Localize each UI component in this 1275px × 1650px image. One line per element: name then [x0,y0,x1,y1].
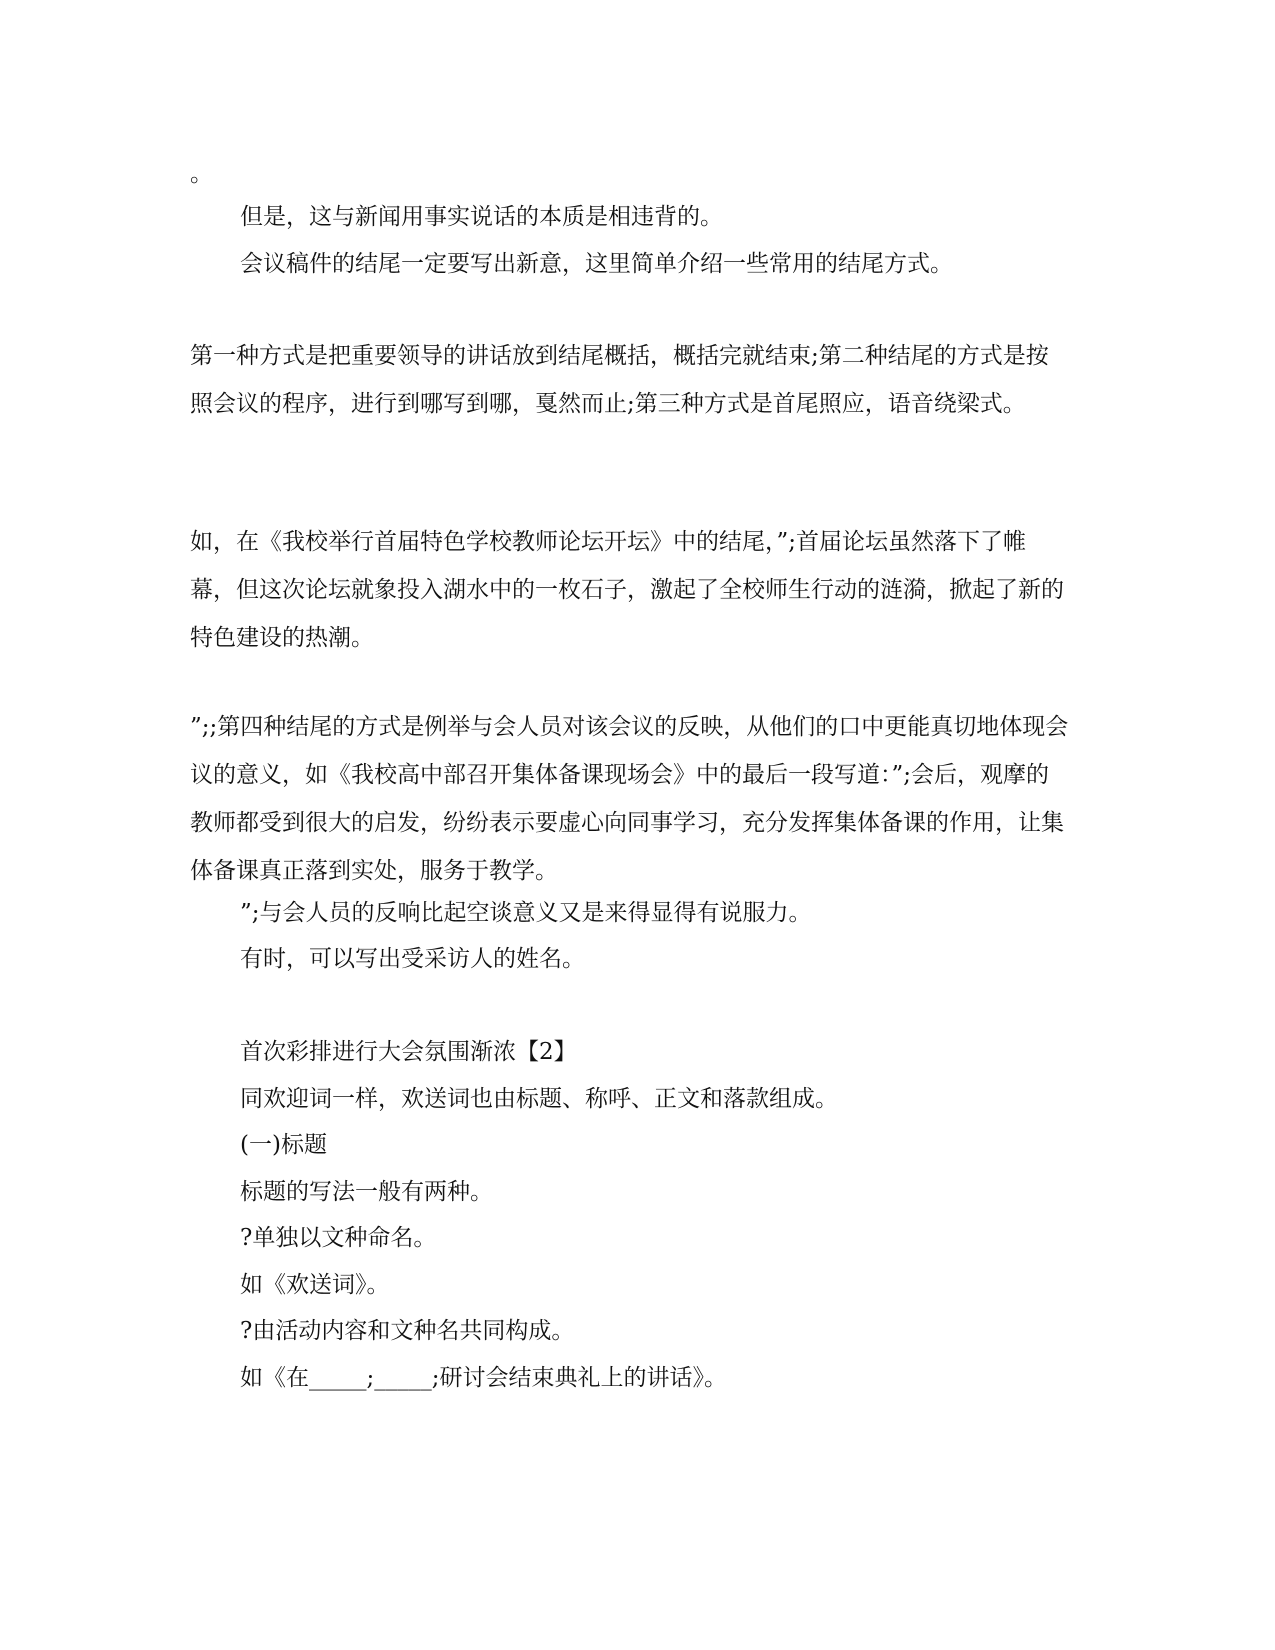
text-paragraph: 同欢迎词一样，欢送词也由标题、称呼、正文和落款组成。 [240,1086,838,1112]
text-paragraph: 。 [190,161,213,187]
text-paragraph: ?单独以文种命名。 [240,1225,437,1251]
text-paragraph: ”;;第四种结尾的方式是例举与会人员对该会议的反映，从他们的口中更能真切地体现会议的意义，如《我校高中部召开集体备课现场会》中的最后一段写道：”;会后，观摩的教师都受到很大的启发，纷纷表示要虚心向同事学习，充分发挥集体备课的作用，让集体备课真正落到实处，服务于教学。 [190,714,1069,884]
text-paragraph: 第一种方式是把重要领导的讲话放到结尾概括，概括完就结束;第二种结尾的方式是按照会议的程序，进行到哪写到哪，戛然而止;第三种方式是首尾照应，语音绕梁式。 [190,343,1049,417]
text-paragraph: 有时，可以写出受采访人的姓名。 [240,946,585,972]
subsection-heading: (一)标题 [240,1132,327,1158]
text-paragraph: 如，在《我校举行首届特色学校教师论坛开坛》中的结尾，”;首届论坛虽然落下了帷幕，但这次论坛就象投入湖水中的一枚石子，激起了全校师生行动的涟漪，掀起了新的特色建设的热潮。 [190,529,1064,651]
text-paragraph: 标题的写法一般有两种。 [240,1179,493,1205]
text-paragraph: ?由活动内容和文种名共同构成。 [240,1318,575,1344]
text-paragraph: 如《欢送词》。 [240,1272,390,1298]
text-paragraph: 但是，这与新闻用事实说话的本质是相违背的。 [240,204,723,230]
text-paragraph: 如《在_____;_____;研讨会结束典礼上的讲话》。 [240,1365,727,1391]
section-heading: 首次彩排进行大会氛围渐浓【2】 [240,1039,577,1065]
text-paragraph: ”;与会人员的反响比起空谈意义又是来得显得有说服力。 [240,900,812,926]
text-paragraph: 会议稿件的结尾一定要写出新意，这里简单介绍一些常用的结尾方式。 [240,251,953,277]
